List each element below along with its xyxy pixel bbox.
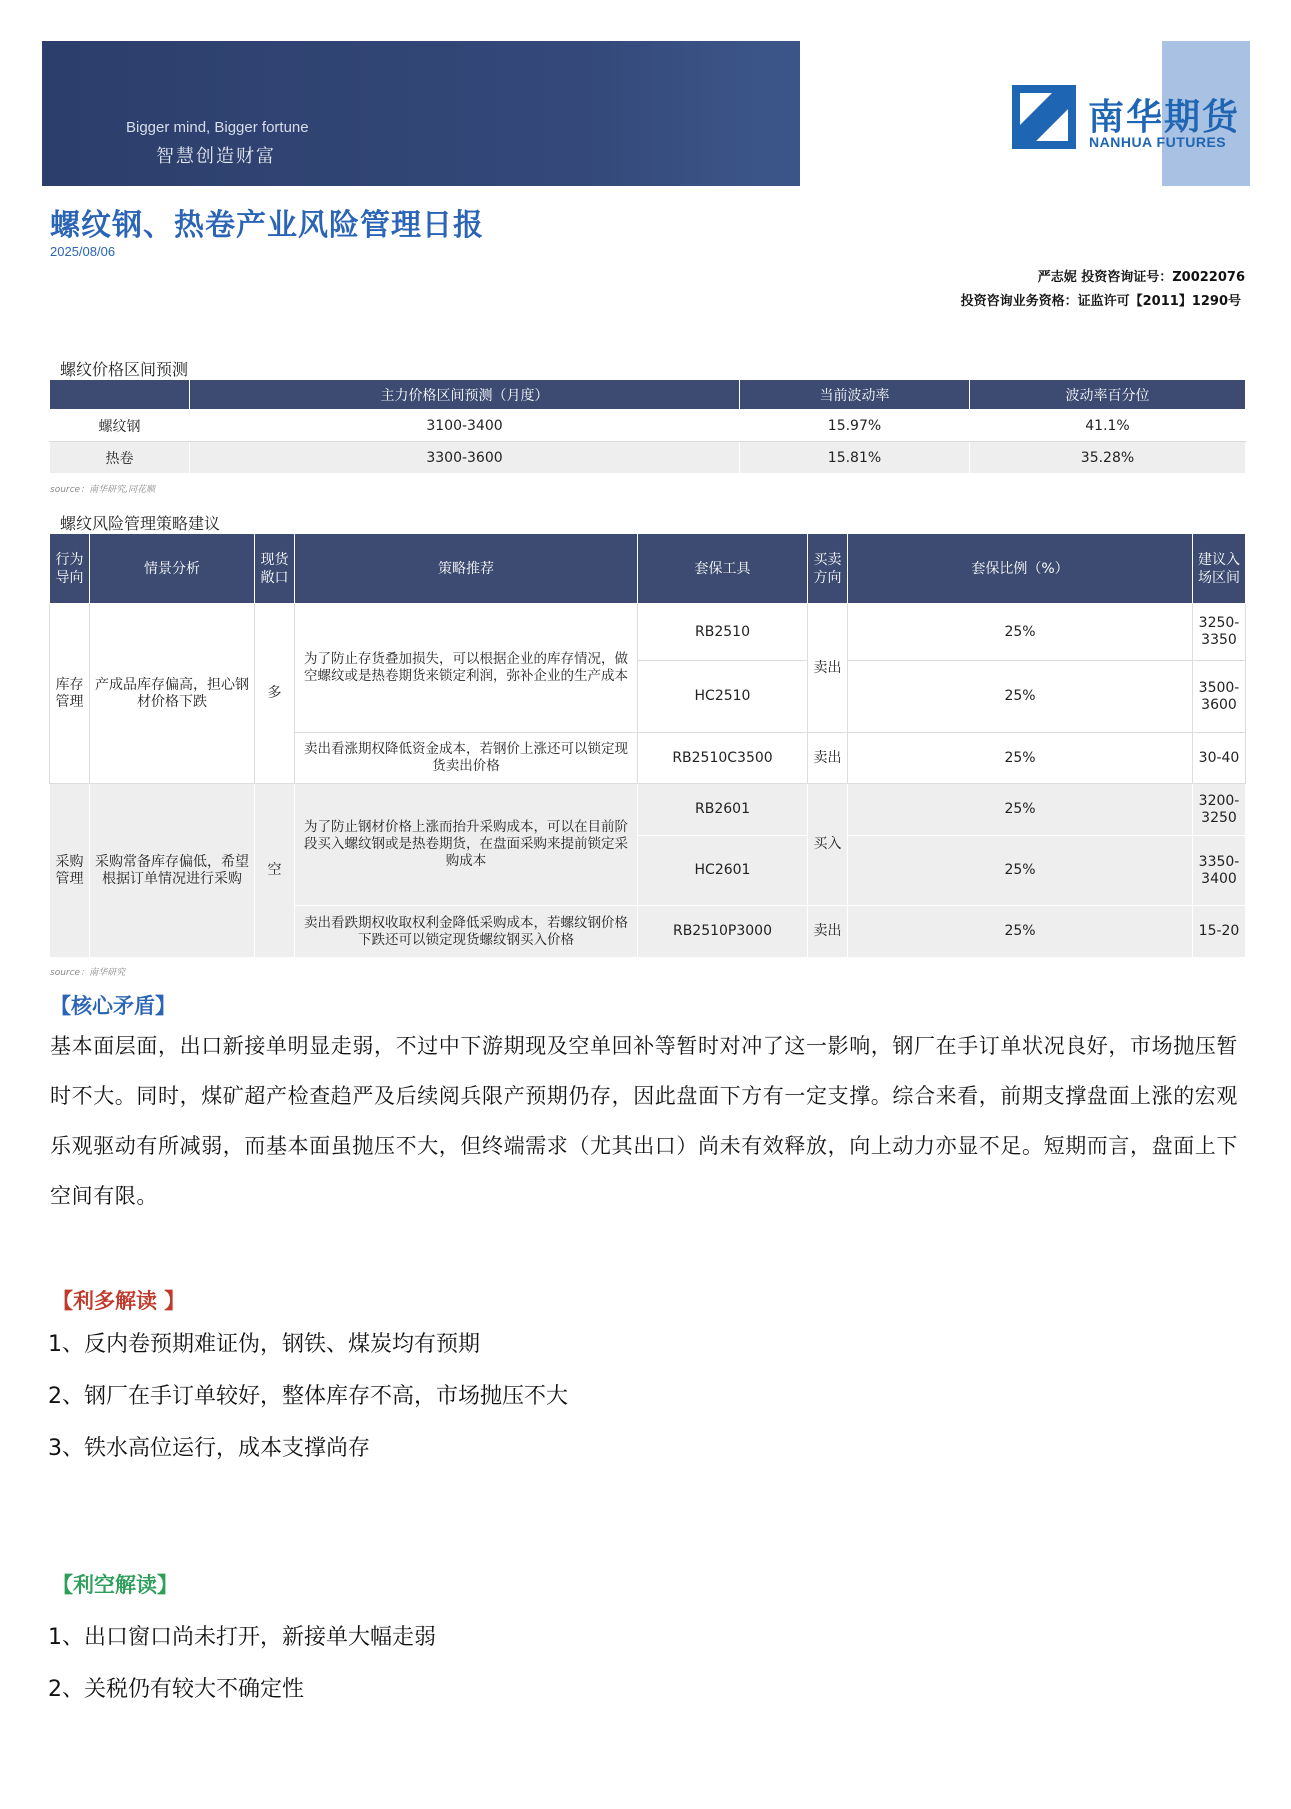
tool-cell: RB2601	[638, 784, 808, 836]
strategy-table-label: 螺纹风险管理策略建议	[60, 514, 221, 533]
table-cell: 15.81%	[740, 442, 970, 474]
strategy-table	[49, 533, 1246, 958]
column-header: 建议入场区间	[1193, 534, 1246, 604]
table-header-row	[50, 534, 1246, 604]
range-cell: 3200-3250	[1193, 784, 1246, 836]
column-header: 当前波动率	[740, 380, 970, 410]
column-header: 波动率百分位	[970, 380, 1246, 410]
direction-cell: 买入	[808, 784, 848, 906]
license-info: 投资咨询业务资格：证监许可【2011】1290号	[960, 294, 1241, 309]
tool-cell: RB2510P3000	[638, 906, 808, 958]
range-cell: 3350-3400	[1193, 836, 1246, 906]
column-header: 策略推荐	[295, 534, 638, 604]
ratio-cell: 25%	[848, 906, 1193, 958]
tool-cell: RB2510C3500	[638, 733, 808, 784]
column-header: 情景分析	[90, 534, 255, 604]
exposure-cell: 空	[255, 784, 295, 958]
tool-cell: HC2510	[638, 661, 808, 733]
table-cell: 3100-3400	[190, 410, 740, 442]
direction-cell: 卖出	[808, 733, 848, 784]
table-row	[50, 410, 1246, 442]
bullish-heading: 【利多解读 】	[52, 1289, 186, 1313]
table-cell: 35.28%	[970, 442, 1246, 474]
strategy-cell: 为了防止钢材价格上涨而抬升采购成本，可以在目前阶段买入螺纹钢或是热卷期货，在盘面采购来提前锁定采购成本	[295, 784, 638, 906]
bearish-item: 1、出口窗口尚未打开，新接单大幅走弱	[48, 1625, 436, 1650]
table-cell: 15.97%	[740, 410, 970, 442]
bullish-item: 1、反内卷预期难证伪，钢铁、煤炭均有预期	[48, 1332, 480, 1357]
analyst-credentials: 严志妮 投资咨询证号：Z0022076	[1037, 270, 1245, 285]
range-cell: 15-20	[1193, 906, 1246, 958]
bullish-item: 2、钢厂在手订单较好，整体库存不高，市场抛压不大	[48, 1384, 568, 1409]
ratio-cell: 25%	[848, 836, 1193, 906]
column-header: 套保比例（%）	[848, 534, 1193, 604]
ratio-cell: 25%	[848, 661, 1193, 733]
ratio-cell: 25%	[848, 733, 1193, 784]
range-cell: 30-40	[1193, 733, 1246, 784]
bullish-item: 3、铁水高位运行，成本支撑尚存	[48, 1436, 370, 1461]
behavior-cell: 库存管理	[50, 604, 90, 784]
table-row	[50, 442, 1246, 474]
table-row	[50, 784, 1246, 836]
column-header	[50, 380, 190, 410]
price-table-source: source：南华研究,同花顺	[50, 485, 155, 495]
ratio-cell: 25%	[848, 604, 1193, 661]
column-header: 现货敞口	[255, 534, 295, 604]
bearish-item: 2、关税仍有较大不确定性	[48, 1677, 304, 1702]
strategy-table-source: source：南华研究	[50, 968, 126, 978]
direction-cell: 卖出	[808, 906, 848, 958]
logo-text-en: NANHUA FUTURES	[1089, 134, 1227, 150]
price-table-label: 螺纹价格区间预测	[60, 360, 189, 379]
strategy-cell: 卖出看跌期权收取权利金降低采购成本，若螺纹钢价格下跌还可以锁定现货螺纹钢买入价格	[295, 906, 638, 958]
table-cell: 螺纹钢	[50, 410, 190, 442]
price-forecast-table	[49, 379, 1246, 474]
logo-text-cn: 南华期货	[1088, 97, 1241, 138]
table-cell: 热卷	[50, 442, 190, 474]
strategy-cell: 为了防止存货叠加损失，可以根据企业的库存情况，做空螺纹或是热卷期货来锁定利润，弥补企业的生产成本	[295, 604, 638, 733]
behavior-cell: 采购管理	[50, 784, 90, 958]
bearish-heading: 【利空解读】	[52, 1573, 178, 1597]
ratio-cell: 25%	[848, 784, 1193, 836]
column-header: 行为导向	[50, 534, 90, 604]
table-header-row	[50, 380, 1246, 410]
scenario-cell: 产成品库存偏高，担心钢材价格下跌	[90, 604, 255, 784]
nanhua-logo-icon	[1012, 85, 1076, 149]
direction-cell: 卖出	[808, 604, 848, 733]
tagline-cn: 智慧创造财富	[156, 146, 276, 167]
table-cell: 3300-3600	[190, 442, 740, 474]
column-header: 买卖方向	[808, 534, 848, 604]
range-cell: 3250-3350	[1193, 604, 1246, 661]
exposure-cell: 多	[255, 604, 295, 784]
tool-cell: HC2601	[638, 836, 808, 906]
report-title: 螺纹钢、热卷产业风险管理日报	[50, 208, 484, 243]
core-heading: 【核心矛盾】	[50, 994, 176, 1018]
report-date: 2025/08/06	[50, 244, 116, 259]
table-row	[50, 604, 1246, 661]
tool-cell: RB2510	[638, 604, 808, 661]
tagline-en: Bigger mind, Bigger fortune	[126, 119, 309, 136]
strategy-cell: 卖出看涨期权降低资金成本，若钢价上涨还可以锁定现货卖出价格	[295, 733, 638, 784]
core-paragraph: 基本面层面，出口新接单明显走弱，不过中下游期现及空单回补等暂时对冲了这一影响，钢厂在手订单状况良好，市场抛压暂时不大。同时，煤矿超产检查趋严及后续阅兵限产预期仍存，因此盘面下方有一定支撑。综合来看，前期支撑盘面上涨的宏观乐观驱动有所减弱，而基本面虽抛压不大，但终端需求（尤其出口）尚未有效释放，向上动力亦显不足。短期而言，盘面上下空间有限。	[50, 1034, 1238, 1208]
column-header: 套保工具	[638, 534, 808, 604]
scenario-cell: 采购常备库存偏低，希望根据订单情况进行采购	[90, 784, 255, 958]
column-header: 主力价格区间预测（月度）	[190, 380, 740, 410]
table-cell: 41.1%	[970, 410, 1246, 442]
header-banner	[42, 41, 1250, 186]
range-cell: 3500-3600	[1193, 661, 1246, 733]
